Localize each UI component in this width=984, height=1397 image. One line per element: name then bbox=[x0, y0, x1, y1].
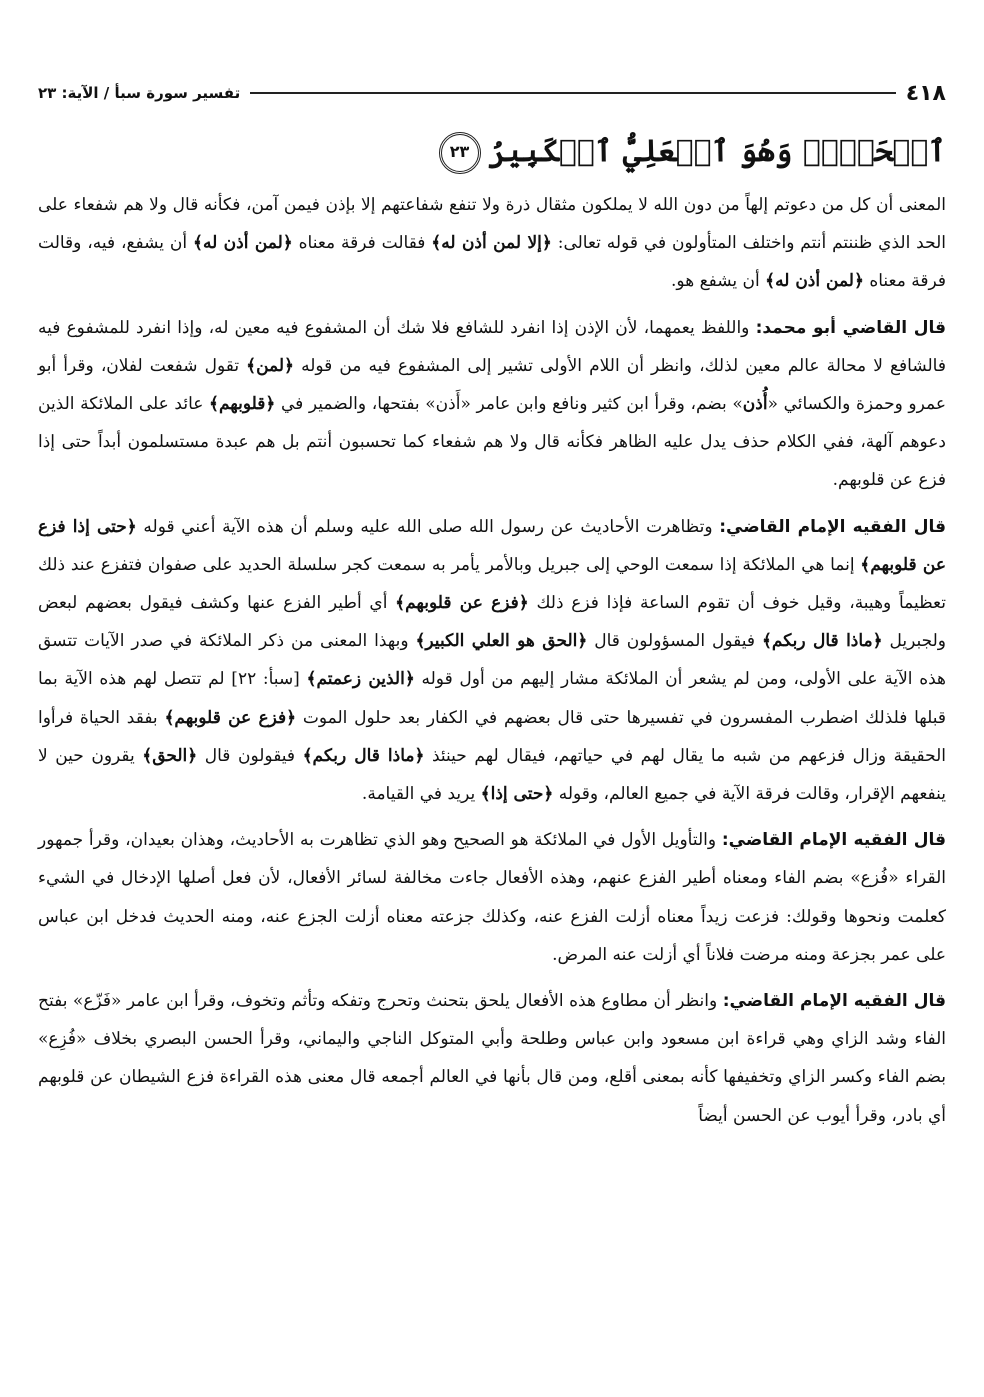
commentary-paragraph bbox=[38, 982, 946, 1135]
quran-verse bbox=[38, 128, 946, 176]
quran-quote: ﴿الذين زعمتم﴾ bbox=[306, 669, 415, 690]
quran-quote: ﴿لمن أذن له﴾ bbox=[765, 271, 864, 292]
commentary-paragraph bbox=[38, 508, 946, 814]
quran-quote: ﴿ماذا قال ربكم﴾ bbox=[761, 631, 883, 652]
text-segment: إنما هي الملائكة إذا سمعت الوحي إلى جبريل وبالأمر يأمر به سمعت كجر سلسلة الحديد على صفوان فتفزع عند ذلك تعظيماً وهيبة، وقيل خوف أن تقوم الساعة فإذا فزع ذلك bbox=[38, 554, 946, 614]
quran-quote: ﴿فزع عن قلوبهم﴾ bbox=[395, 593, 529, 614]
text-segment: واللفظ يعمهما، لأن الإذن إذا انفرد للشافع فلا شك أن المشفوع فيه معين له، وإذا انفرد للمشفوع فيه فالشافع لا محالة عالم معين لذلك، وانظر أن اللام الأولى تشير إلى المشفوع فيه من قوله bbox=[38, 317, 946, 376]
quran-quote: ﴿الحق﴾ bbox=[142, 745, 198, 766]
commentary-paragraph bbox=[38, 186, 946, 301]
speaker-lead: قال الفقيه الإمام القاضي: bbox=[719, 516, 946, 537]
text-segment: تقول شفعت لفلان، وقرأ أبو عمرو وحمزة والكسائي « bbox=[38, 355, 946, 415]
text-segment: » بضم، وقرأ ابن كثير ونافع وابن عامر «أَذن» بفتحها، والضمير في bbox=[275, 394, 743, 415]
speaker-lead: قال القاضي أبو محمد: bbox=[755, 317, 946, 338]
text-segment: أي أطير الفزع عنها وكشف فيقول بعضهم لبعض ولجبريل bbox=[38, 593, 946, 652]
commentary-paragraph bbox=[38, 821, 946, 974]
verse-number-marker: ٢٣ bbox=[439, 132, 481, 174]
text-segment: [سبأ: ٢٢] لم تتصل لهم هذه الآية بما قبلها فلذلك اضطرب المفسرون في تفسيرها حتى قال بعضهم في الكفار بعد حلول الموت bbox=[38, 669, 946, 728]
text-segment: يريد في القيامة. bbox=[361, 784, 481, 805]
page-header bbox=[38, 78, 946, 108]
quran-quote: أُذن bbox=[742, 394, 768, 415]
text-segment: يقرون حين لا ينفعهم الإقرار، وقالت فرقة الآية في جميع العالم، وقوله bbox=[38, 745, 946, 805]
page-number: ٤١٨ bbox=[905, 80, 946, 106]
page bbox=[38, 78, 946, 1143]
text-segment: وبهذا المعنى من ذكر الملائكة في صدر الآيات تتسق هذه الآية على الأولى، ومن لم يشعر أن الملائكة مشار إليهم من أول قوله bbox=[38, 631, 946, 690]
quran-quote: ﴿حتى إذا فزع عن قلوبهم﴾ bbox=[38, 516, 946, 575]
verse-text: ٱلۡحَقَّۖ وَهُوَ ٱلۡعَلِيُّ ٱلۡكَبِيرُ bbox=[488, 134, 946, 169]
quran-quote: ﴿حتى إذا﴾ bbox=[480, 784, 554, 805]
quran-quote: ﴿قلوبهم﴾ bbox=[209, 394, 276, 415]
quran-quote: ﴿لمن﴾ bbox=[246, 355, 295, 376]
quran-quote: ﴿إلا لمن أذن له﴾ bbox=[431, 233, 552, 254]
text-segment: المعنى أن كل من دعوتم إلهاً من دون الله لا يملكون مثقال ذرة ولا تنفع شفاعتهم إلا بإذن فيمن آمن، فكأنه قال ولا هم شفعاء على الحد الذي ظننتم أنتم واختلف المتأولون في قوله تعالى: bbox=[38, 195, 946, 254]
text-segment: عائد على الملائكة الذين دعوهم آلهة، ففي الكلام حذف يدل عليه الظاهر فكأنه قال ولا هم شفعاء كما تحسبون أنتم بل هم عبدة مستسلمون أبداً حتى إذا فزع عن قلوبهم. bbox=[38, 394, 946, 491]
quran-quote: ﴿ماذا قال ربكم﴾ bbox=[302, 745, 425, 766]
text-segment: وانظر أن مطاوع هذه الأفعال يلحق بتحنث وتحرج وتفكه وتأثم وتخوف، وقرأ ابن عامر «فَزّع» بفتح الفاء وشد الزاي وهي قراءة ابن مسعود وابن عباس وطلحة وأبي المتوكل الناجي واليماني، وقرأ الحسن البصري بخلاف «فُزِع» بضم الفاء وكسر الزاي وتخفيفها كأنه بمعنى أقلع، ومن قال بأنها في العالم أجمعه قال معنى هذه القراءة فزع الشيطان عن قلوبهم أي بادر، وقرأ أيوب عن الحسن أيضاً bbox=[38, 991, 946, 1126]
speaker-lead: قال الفقيه الإمام القاضي: bbox=[722, 991, 947, 1012]
commentary-body bbox=[38, 186, 946, 1135]
text-segment: فيقول المسؤولون قال bbox=[587, 631, 762, 652]
text-segment: وتظاهرت الأحاديث عن رسول الله صلى الله عليه وسلم أن هذه الآية أعني قوله bbox=[136, 516, 720, 537]
running-title: تفسير سورة سبأ / الآية: ٢٣ bbox=[38, 84, 241, 102]
text-segment: أن يشفع، فيه، وقالت فرقة معناه bbox=[38, 233, 946, 292]
text-segment: فيقولون قال bbox=[197, 745, 303, 766]
speaker-lead: قال الفقيه الإمام القاضي: bbox=[721, 830, 946, 851]
text-segment: أن يشفع هو. bbox=[671, 271, 766, 292]
text-segment: بفقد الحياة فرأوا الحقيقة وزال فزعهم من شبه ما يقال لهم في حياتهم، فيقال لهم حينئذ bbox=[38, 707, 946, 766]
quran-quote: ﴿الحق هو العلي الكبير﴾ bbox=[415, 631, 588, 652]
commentary-paragraph bbox=[38, 309, 946, 500]
text-segment: فقالت فرقة معناه bbox=[292, 233, 432, 254]
quran-quote: ﴿لمن أذن له﴾ bbox=[193, 233, 293, 254]
header-rule bbox=[250, 92, 895, 94]
text-segment: والتأويل الأول في الملائكة هو الصحيح وهو الذي تظاهرت به الأحاديث، وهذان بعيدان، وقرأ جمهور القراء «فُزع» بضم الفاء ومعناه أطير الفزع عنهم، وهذه الأفعال جاءت مخالفة لسائر الأفعال، لأن فعل أصلها الإدخال في الشيء كعلمت ونحوها وقولك: فزعت زيداً معناه أزلت الفزع عنه، وكذلك جزعته معناه أزلت الجزع عنه، ومنه الحديث فدخل ابن عباس على عمر بجزعة ومنه مرضت فلاناً أي أزلت عنه المرض. bbox=[38, 830, 946, 965]
quran-quote: ﴿فزع عن قلوبهم﴾ bbox=[164, 707, 297, 728]
